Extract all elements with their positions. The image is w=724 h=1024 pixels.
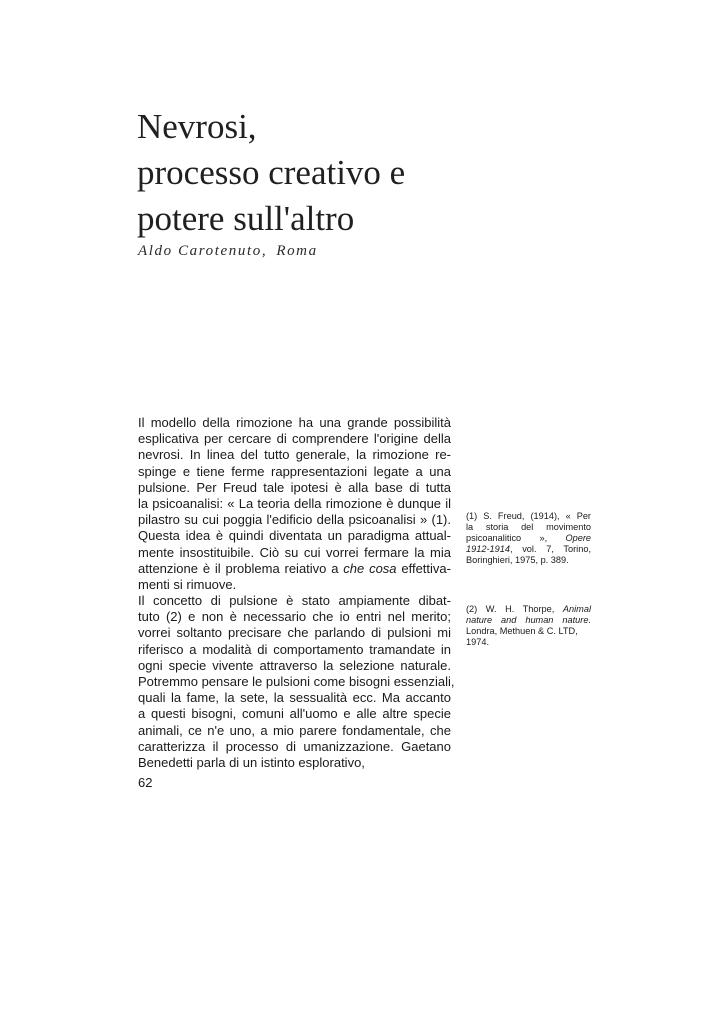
article-title: [137, 104, 537, 242]
footnote-line: 1912-1914, vol. 7, Torino,: [466, 544, 591, 554]
body-italic-phrase: che cosa: [343, 560, 397, 576]
footnote-line: Londra, Methuen & C. LTD,: [466, 626, 578, 636]
body-line: animali, ce n'e uno, a mio parere fondamentale, che: [138, 722, 451, 738]
body-line: quali la fame, la sete, la sessualità ecc. Ma accanto: [138, 690, 451, 706]
footnote-italic: Animal: [562, 604, 591, 614]
body-line: la psicoanalisi: « La teoria della rimozione è dunque il: [138, 495, 451, 511]
footnote-2: [466, 604, 591, 648]
author-name: Aldo Carotenuto: [138, 243, 262, 259]
body-line: mente insostituibile. Ciò su cui vorrei fermare la mia: [138, 544, 451, 560]
footnote-1: [466, 511, 591, 566]
title-line-3: potere sull'altro: [137, 199, 355, 238]
author-separator: ,: [261, 243, 266, 259]
footnote-line: la storia del movimento: [466, 522, 591, 532]
body-line: menti si rimuove.: [138, 576, 237, 592]
footnote-line: psicoanalitico », Opere: [466, 533, 591, 543]
footnote-line: (1) S. Freud, (1914), « Per: [466, 511, 591, 521]
body-line: spinge e tiene ferme rappresentazioni legate a una: [138, 463, 451, 479]
author-byline: [138, 243, 318, 260]
body-text: [138, 415, 455, 771]
footnote-line: [466, 615, 591, 626]
title-line-1: Nevrosi,: [137, 107, 257, 146]
page-number: 62: [138, 775, 153, 790]
body-line: esplicativa per cercare di comprendere l'origine della: [138, 431, 451, 447]
body-line: a questi bisogni, comuni all'uomo e alle altre specie: [138, 706, 451, 722]
body-line: caratterizza il processo di umanizzazione. Gaetano: [138, 738, 451, 754]
body-line: Questa idea è quindi diventata un paradigma attual-: [138, 528, 451, 544]
author-city: Roma: [276, 243, 318, 259]
body-line: tuto (2) e non è necessario che io entri nel merito;: [138, 609, 451, 625]
body-line: nevrosi. In linea del tutto generale, la rimozione re-: [138, 447, 451, 463]
body-line: pilastro su cui poggia l'edificio della psicoanalisi » (1).: [138, 512, 451, 528]
body-line: ogni specie vivente attraverso la selezione naturale.: [138, 657, 451, 673]
footnote-italic: 1912-1914: [466, 544, 510, 554]
footnote-line: Boringhieri, 1975, p. 389.: [466, 555, 569, 565]
footnote-line: (2) W. H. Thorpe, Animal: [466, 604, 591, 614]
title-line-2: processo creativo e: [137, 153, 406, 192]
footnote-line: 1974.: [466, 637, 489, 647]
footnote-italic: nature and human nature.: [466, 615, 591, 625]
body-line: Il modello della rimozione ha una grande possibilità: [138, 415, 451, 430]
body-line: Il concetto di pulsione è stato ampiamente dibat-: [138, 593, 451, 609]
body-line: pulsione. Per Freud tale ipotesi è alla base di tutta: [138, 479, 451, 495]
body-line: attenzione è il problema reiativo a che cosa effettiva-: [138, 560, 451, 576]
body-line: riferisco a modalità di comportamento tramandate in: [138, 641, 451, 657]
body-line: Benedetti parla di un istinto esplorativo,: [138, 754, 365, 770]
body-line: Potremmo pensare le pulsioni come bisogni essenziali,: [138, 674, 455, 689]
body-line: vorrei soltanto precisare che parlando di pulsioni mi: [138, 625, 451, 641]
footnote-italic: Opere: [565, 533, 591, 543]
